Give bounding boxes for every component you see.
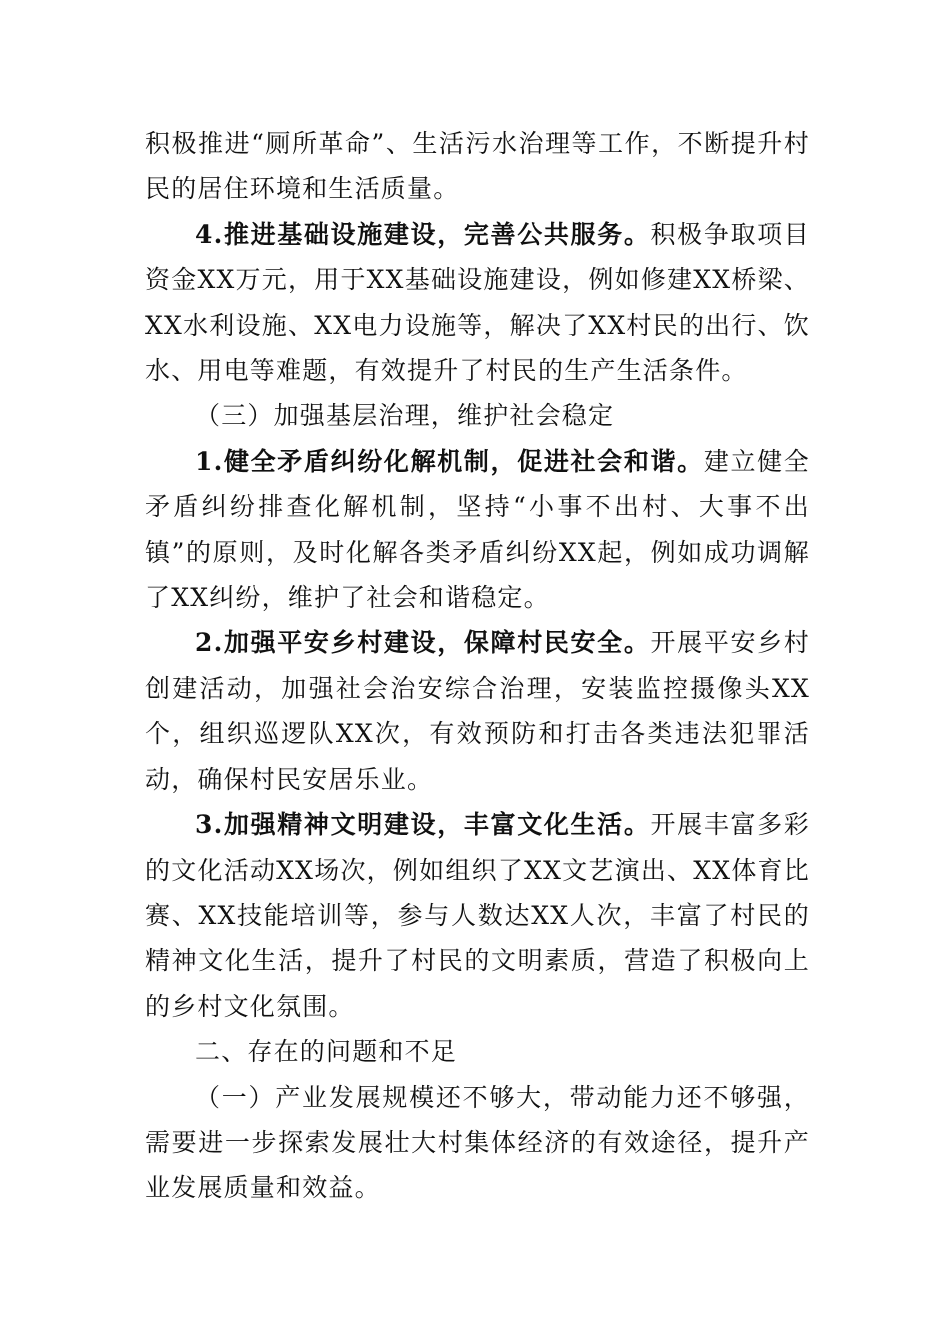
paragraph-safe-village-heading: 2.加强平安乡村建设，保障村民安全。 xyxy=(195,628,651,658)
paragraph-culture-heading: 3.加强精神文明建设，丰富文化生活。 xyxy=(195,810,651,840)
paragraph-dispute-resolution-text: 建立健全矛盾纠纷排查化解机制，坚持“小事不出村、大事不出镇”的原则，及时化解各类矛盾纠纷XX起，例如成功调解了XX纠纷，维护了社会和谐稳定。 xyxy=(145,446,810,613)
paragraph-infrastructure-text: 积极争取项目资金XX万元，用于XX基础设施建设，例如修建XX桥梁、XX水利设施、XX电力设施等，解决了XX村民的出行、饮水、用电等难题，有效提升了村民的生产生活条件。 xyxy=(145,219,810,386)
document-body xyxy=(145,121,810,1211)
paragraph-dispute-resolution xyxy=(145,439,810,621)
section-heading-governance: （三）加强基层治理，维护社会稳定 xyxy=(195,401,615,431)
section-heading-problems: 二、存在的问题和不足 xyxy=(195,1037,458,1067)
paragraph-safe-village xyxy=(145,620,810,802)
paragraph-infrastructure-heading: 4.推进基础设施建设，完善公共服务。 xyxy=(195,219,651,249)
paragraph-safe-village-text: 开展平安乡村创建活动，加强社会治安综合治理，安装监控摄像头XX个，组织巡逻队XX次，有效预防和打击各类违法犯罪活动，确保村民安居乐业。 xyxy=(145,628,810,794)
paragraph-culture xyxy=(145,802,810,1029)
paragraph-culture-text: 开展丰富多彩的文化活动XX场次，例如组织了XX文艺演出、XX体育比赛、XX技能培训等，参与人数达XX人次，丰富了村民的精神文化生活，提升了村民的文明素质，营造了积极向上的乡村文化氛围。 xyxy=(145,810,810,1021)
paragraph-dispute-resolution-heading: 1.健全矛盾纠纷化解机制，促进社会和谐。 xyxy=(195,446,704,476)
paragraph-sanitation: 积极推进“厕所革命”、生活污水治理等工作，不断提升村民的居住环境和生活质量。 xyxy=(145,129,810,204)
paragraph-industry-scale: （一）产业发展规模还不够大，带动能力还不够强，需要进一步探索发展壮大村集体经济的有效途径，提升产业发展质量和效益。 xyxy=(145,1082,810,1203)
paragraph-infrastructure xyxy=(145,212,810,394)
